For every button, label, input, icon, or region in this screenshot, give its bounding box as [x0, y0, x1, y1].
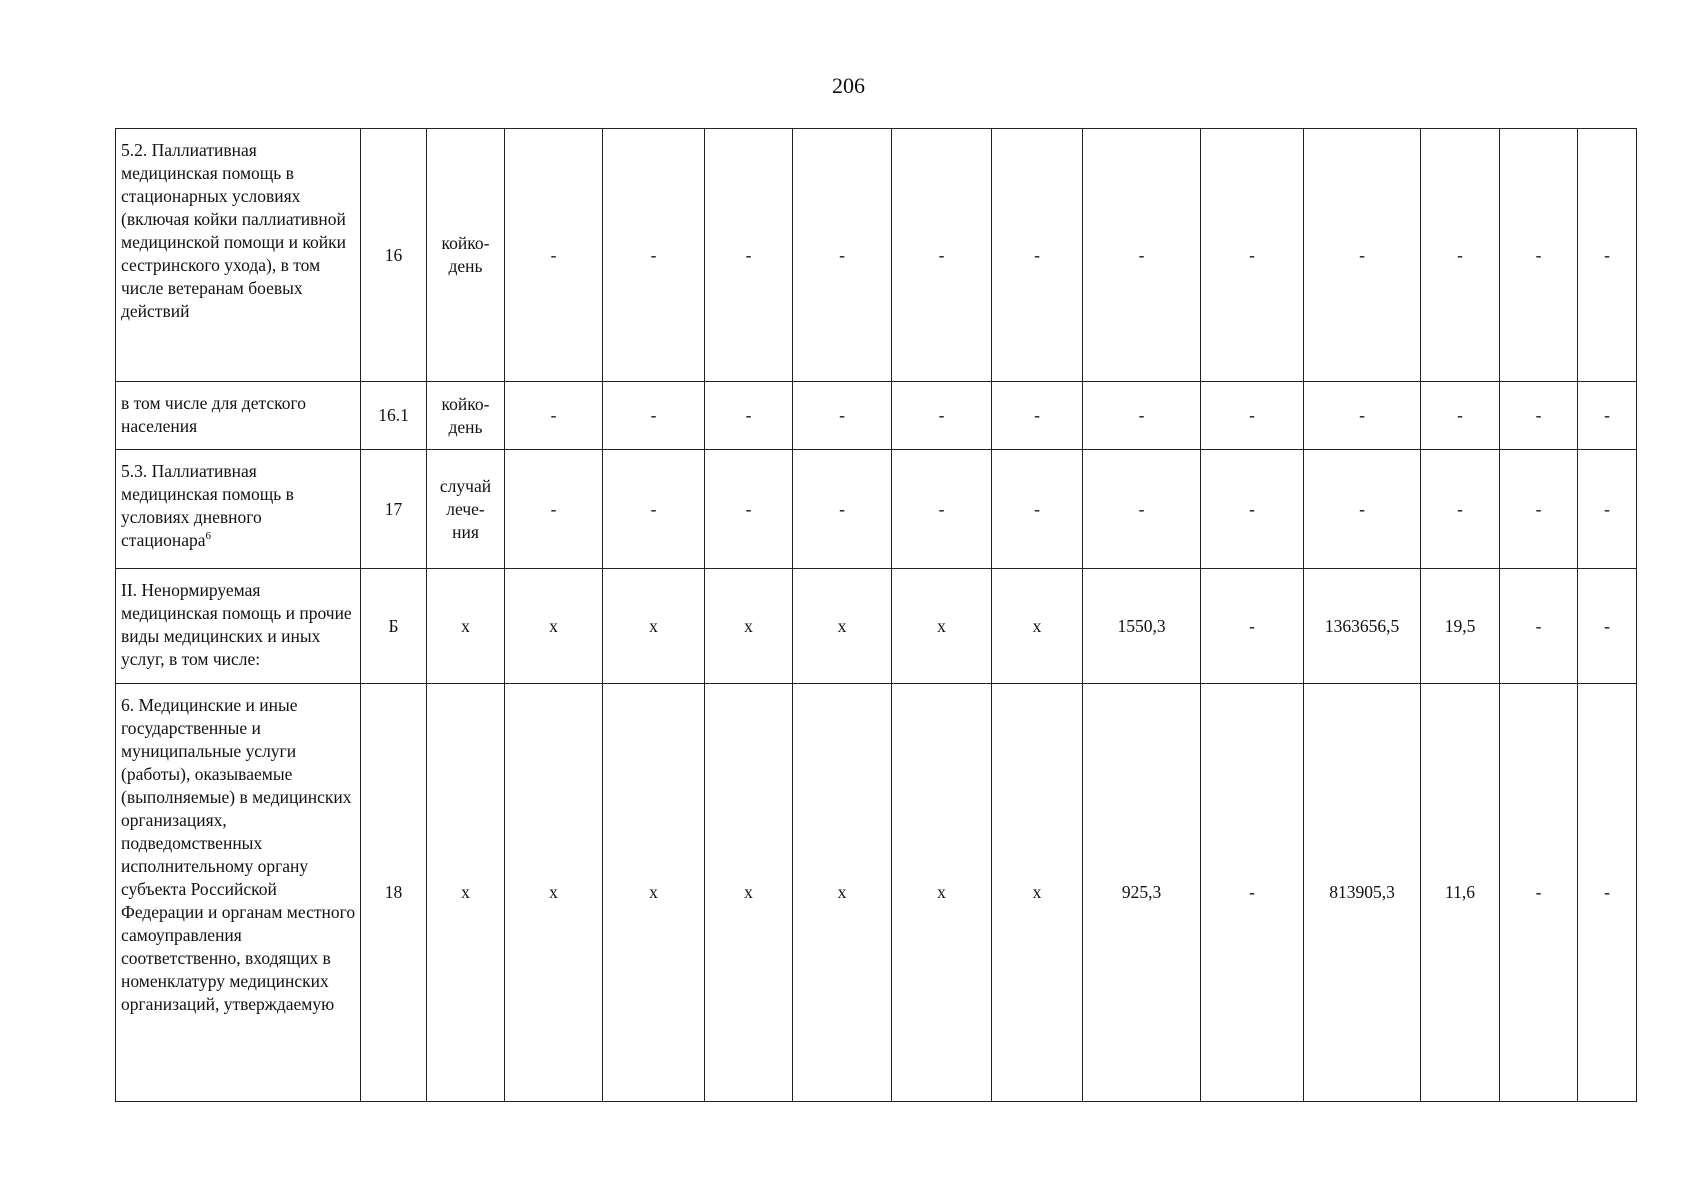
value-cell: -	[603, 382, 705, 450]
footnote-marker: 6	[205, 530, 212, 543]
value-cell: -	[1500, 450, 1578, 569]
table-row	[116, 382, 1637, 450]
value-cell: -	[505, 382, 603, 450]
value-cell: -	[1083, 129, 1201, 382]
value-cell: -	[1578, 129, 1637, 382]
row-name-cell: 5.3. Паллиативная медицинская помощь в условиях дневного стационара$^6$	[116, 450, 361, 569]
value-cell: -	[603, 129, 705, 382]
row-line-number: Б	[361, 569, 427, 684]
value-cell: -	[1500, 569, 1578, 684]
table-row	[116, 569, 1637, 684]
value-cell: 1550,3	[1083, 569, 1201, 684]
value-cell: х	[892, 569, 992, 684]
value-cell: -	[705, 129, 793, 382]
row-line-number: 18	[361, 684, 427, 1102]
row-name-cell: 5.2. Паллиативная медицинская помощь в стационарных условиях (включая койки паллиативной медицинской помощи и койки сестринского ухода), в том числе ветеранам боевых действий	[116, 129, 361, 382]
row-line-number: 17	[361, 450, 427, 569]
value-cell: х	[793, 684, 892, 1102]
value-cell: х	[705, 684, 793, 1102]
page-number: 206	[832, 73, 865, 98]
value-cell: -	[892, 382, 992, 450]
value-cell: -	[892, 450, 992, 569]
value-cell: -	[992, 450, 1083, 569]
value-cell: х	[992, 569, 1083, 684]
value-cell: -	[1201, 382, 1304, 450]
value-cell: -	[1201, 684, 1304, 1102]
data-table	[115, 128, 1637, 1102]
value-cell: -	[1578, 382, 1637, 450]
value-cell: х	[505, 569, 603, 684]
value-cell: -	[793, 450, 892, 569]
value-cell: -	[793, 129, 892, 382]
value-cell: 813905,3	[1304, 684, 1421, 1102]
value-cell: х	[892, 684, 992, 1102]
value-cell: -	[1304, 129, 1421, 382]
value-cell: -	[1500, 684, 1578, 1102]
value-cell: х	[603, 569, 705, 684]
value-cell: х	[705, 569, 793, 684]
row-line-number: 16.1	[361, 382, 427, 450]
value-cell: х	[505, 684, 603, 1102]
value-cell: х	[603, 684, 705, 1102]
value-cell: -	[1083, 382, 1201, 450]
row-unit: х	[427, 569, 505, 684]
row-unit: койко- день	[427, 129, 505, 382]
value-cell: -	[793, 382, 892, 450]
row-unit: койко- день	[427, 382, 505, 450]
row-name-cell: в том числе для детского населения	[116, 382, 361, 450]
value-cell: -	[1201, 569, 1304, 684]
value-cell: -	[505, 450, 603, 569]
value-cell: 19,5	[1421, 569, 1500, 684]
row-unit: случай лече- ния	[427, 450, 505, 569]
row-line-number: 16	[361, 129, 427, 382]
value-cell: -	[505, 129, 603, 382]
value-cell: х	[992, 684, 1083, 1102]
value-cell: -	[603, 450, 705, 569]
value-cell: -	[992, 382, 1083, 450]
value-cell: 11,6	[1421, 684, 1500, 1102]
value-cell: -	[1304, 382, 1421, 450]
table-row	[116, 684, 1637, 1102]
value-cell: -	[1201, 450, 1304, 569]
value-cell: -	[1201, 129, 1304, 382]
value-cell: -	[1083, 450, 1201, 569]
value-cell: -	[1421, 382, 1500, 450]
value-cell: -	[1304, 450, 1421, 569]
value-cell: -	[992, 129, 1083, 382]
row-unit: х	[427, 684, 505, 1102]
value-cell: -	[705, 382, 793, 450]
row-name-cell: II. Ненормируемая медицинская помощь и прочие виды медицинских и иных услуг, в том числе:	[116, 569, 361, 684]
value-cell: -	[1578, 569, 1637, 684]
value-cell: -	[1578, 684, 1637, 1102]
value-cell: 1363656,5	[1304, 569, 1421, 684]
value-cell: -	[705, 450, 793, 569]
value-cell: -	[1500, 382, 1578, 450]
value-cell: х	[793, 569, 892, 684]
value-cell: -	[1500, 129, 1578, 382]
value-cell: -	[892, 129, 992, 382]
table-row	[116, 129, 1637, 382]
value-cell: 925,3	[1083, 684, 1201, 1102]
value-cell: -	[1421, 450, 1500, 569]
table-row	[116, 450, 1637, 569]
value-cell: -	[1578, 450, 1637, 569]
value-cell: -	[1421, 129, 1500, 382]
row-name-cell: 6. Медицинские и иные государственные и муниципальные услуги (работы), оказываемые (выполняемые) в медицинских организациях, подведомственных исполнительному органу субъекта Российской Федерации и органам местного самоуправления соответственно, входящих в номенклатуру медицинских организаций, утверждаемую	[116, 684, 361, 1102]
